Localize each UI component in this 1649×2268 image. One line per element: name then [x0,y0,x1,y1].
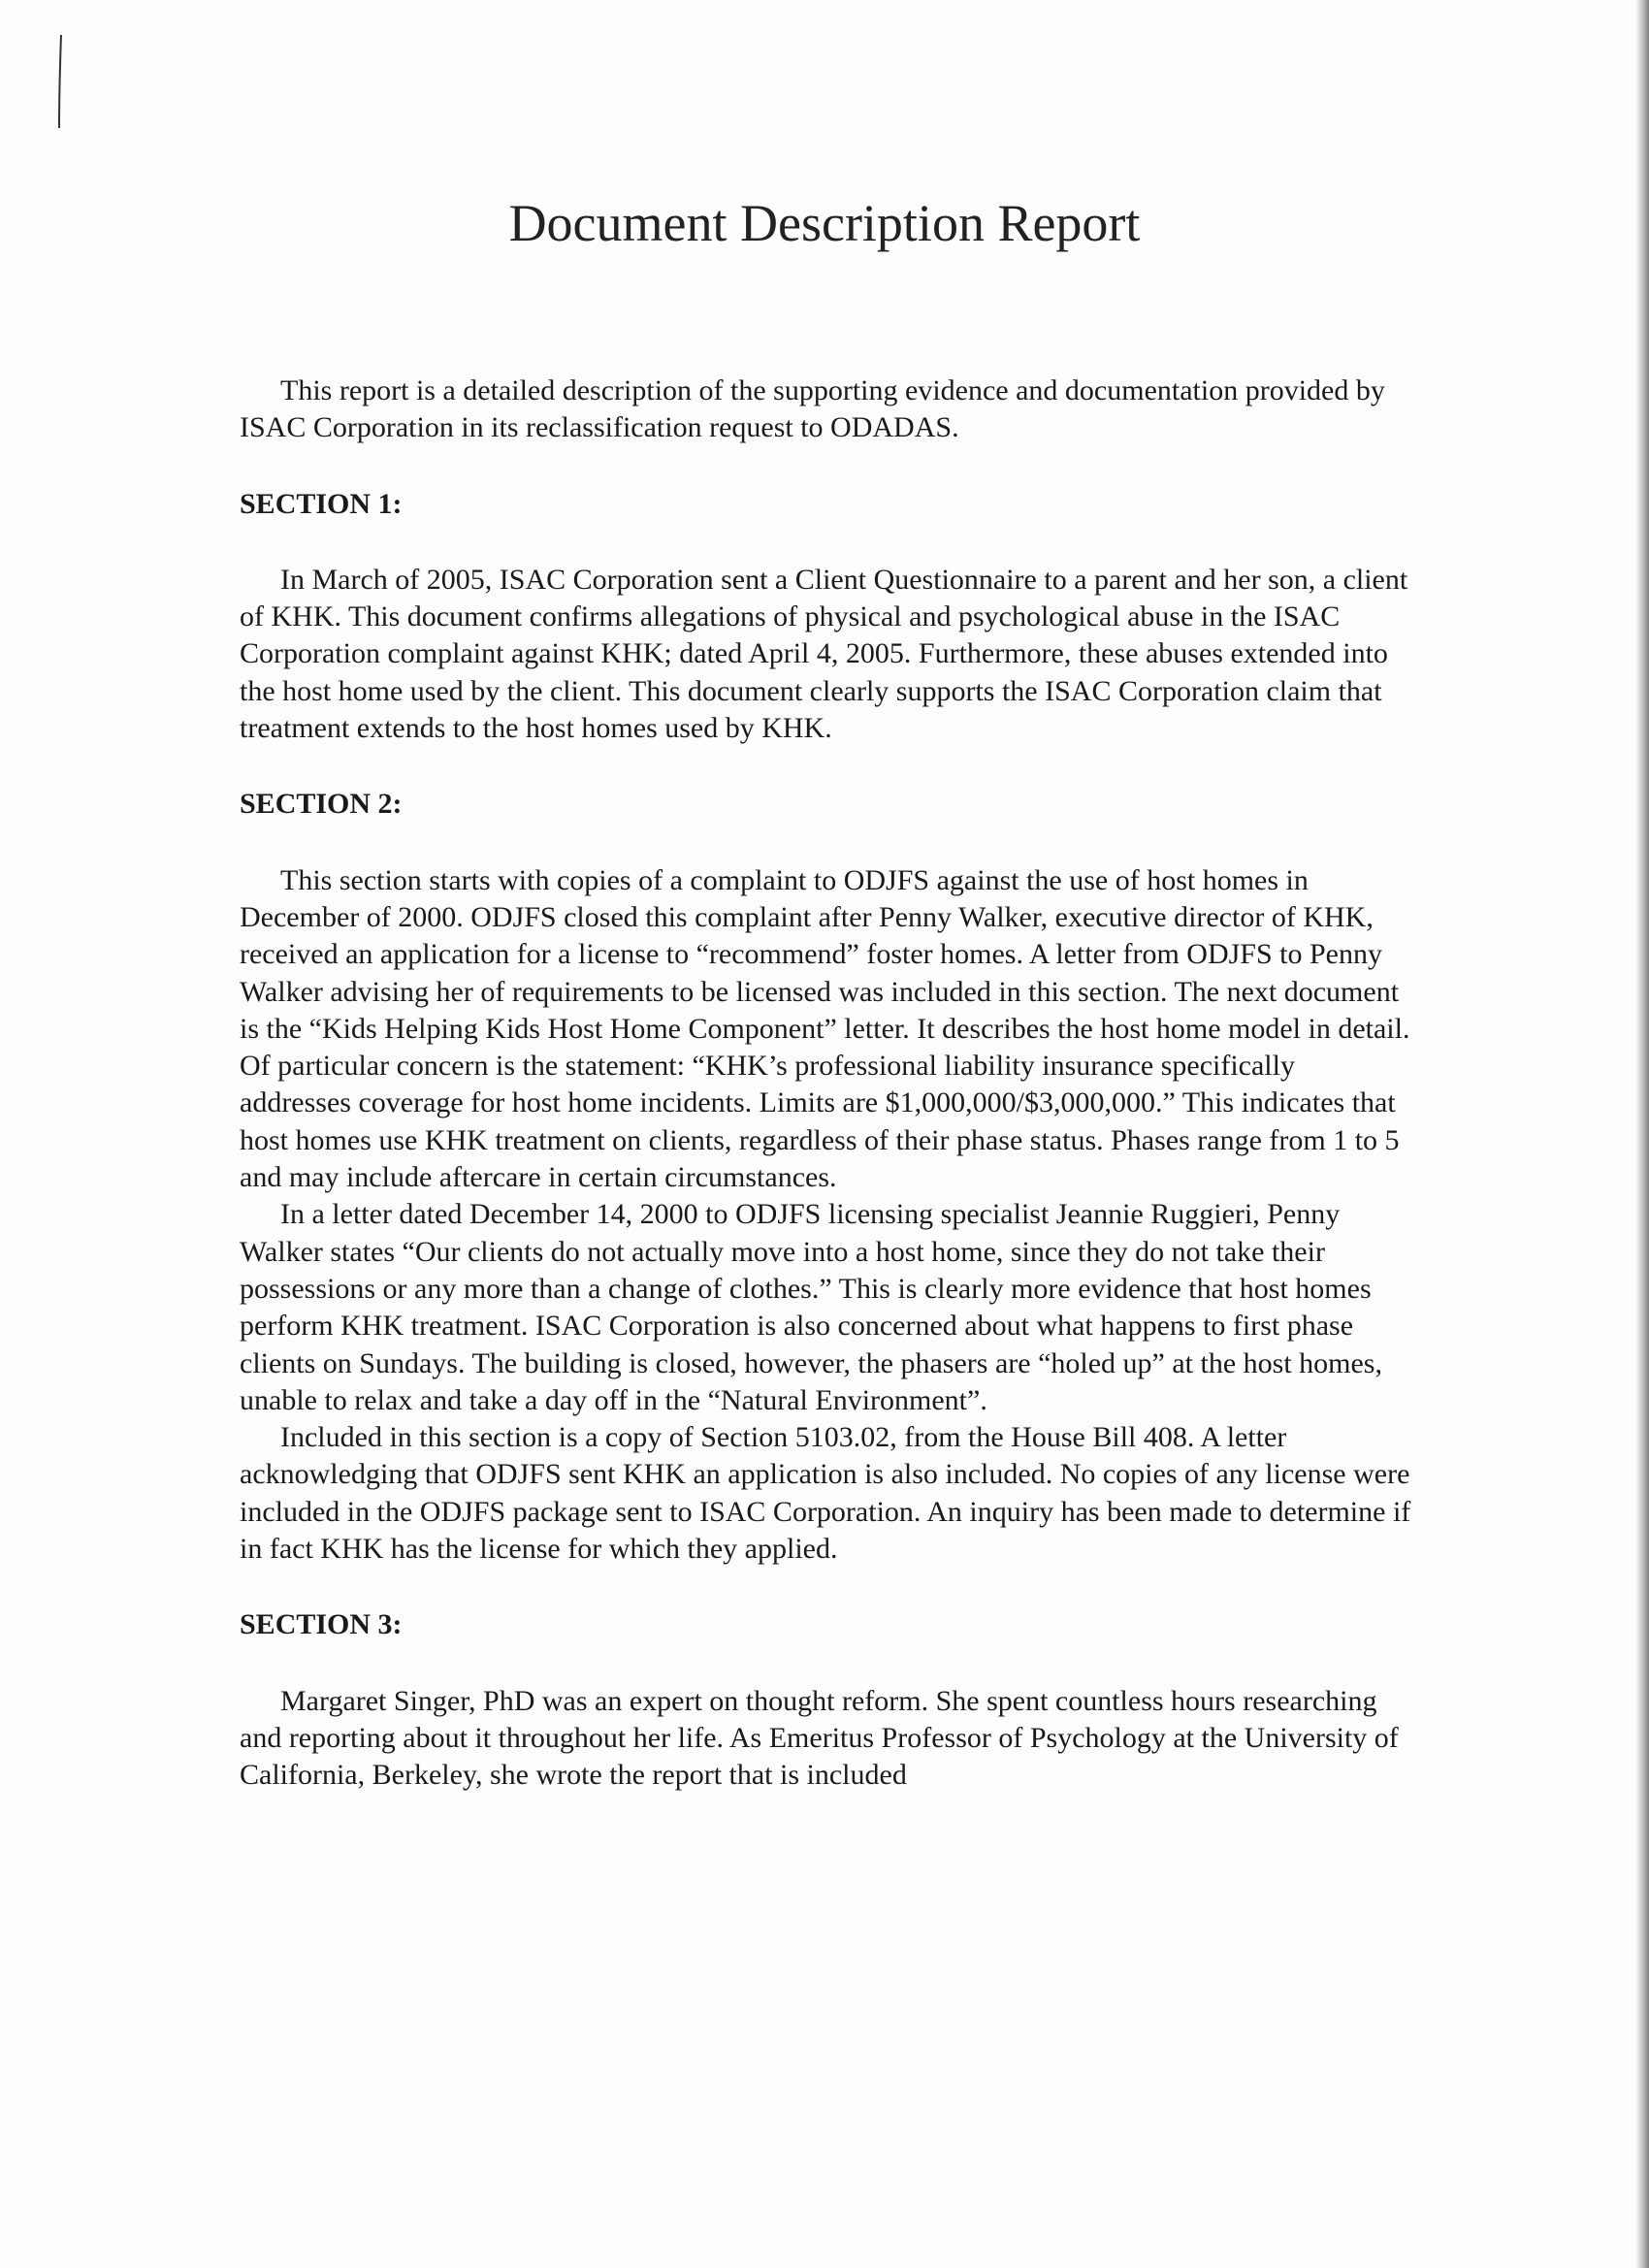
section-2-paragraph-2: In a letter dated December 14, 2000 to ODJFS licensing specialist Jeannie Ruggieri, Penny Walker states “Our clients do not actually move into a host home, since they do not take their possessions or any more than a change of clothes.” This is clearly more evidence that host homes perform KHK treatment. ISAC Corporation is also concerned about what happens to first phase clients on Sundays. The building is closed, however, the phasers are “holed up” at the host homes, unable to relax and take a day off in the “Natural Environment”. [240,1198,1382,1416]
section-3 [240,1606,1413,1794]
section-2-paragraph-3: Included in this section is a copy of Section 5103.02, from the House Bill 408. A letter acknowledging that ODJFS sent KHK an application is also included. No copies of any license were included in the ODJFS package sent to ISAC Corporation. An inquiry has been made to determine if in fact KHK has the license for which they applied. [240,1421,1411,1566]
section-2 [240,786,1413,1568]
document-title: Document Description Report [508,194,1141,252]
section-2-heading: SECTION 2: [240,788,403,821]
section-3-heading: SECTION 3: [240,1608,403,1641]
section-1 [240,486,1413,748]
section-3-paragraph-1: Margaret Singer, PhD was an expert on thought reform. She spent countless hours researching and reporting about it throughout her life. As Emeritus Professor of Psychology at the University of California, Berkeley, she wrote the report that is included [240,1684,1399,1792]
scan-edge-shadow [1635,0,1649,2268]
section-1-paragraph-1: In March of 2005, ISAC Corporation sent a Client Questionnaire to a parent and her son, a client of KHK. This document confirms allegations of physical and psychological abuse in the ISAC Corporation complaint against KHK; dated April 4, 2005. Furthermore, these abuses extended into the host home used by the client. This document clearly supports the ISAC Corporation claim that treatment extends to the host homes used by KHK. [240,563,1408,745]
section-1-heading: SECTION 1: [240,487,403,520]
scan-mark [58,33,62,130]
section-2-paragraph-1: This section starts with copies of a complaint to ODJFS against the use of host homes in December of 2000. ODJFS closed this complaint after Penny Walker, executive director of KHK, received an application for a license to “recommend” foster homes. A letter from ODJFS to Penny Walker advising her of requirements to be licensed was included in this section. The next document is the “Kids Helping Kids Host Home Component” letter. It describes the host home model in detail. Of particular concern is the statement: “KHK’s professional liability insurance specifically addresses coverage for host home incidents. Limits are $1,000,000/$3,000,000.” This indicates that host homes use KHK treatment on clients, regardless of their phase status. Phases range from 1 to 5 and may include aftercare in certain circumstances. [240,863,1410,1194]
intro-paragraph: This report is a detailed description of the supporting evidence and documentation provided by ISAC Corporation in its reclassification request to ODADAS. [240,374,1385,444]
document-body [240,373,1413,1795]
